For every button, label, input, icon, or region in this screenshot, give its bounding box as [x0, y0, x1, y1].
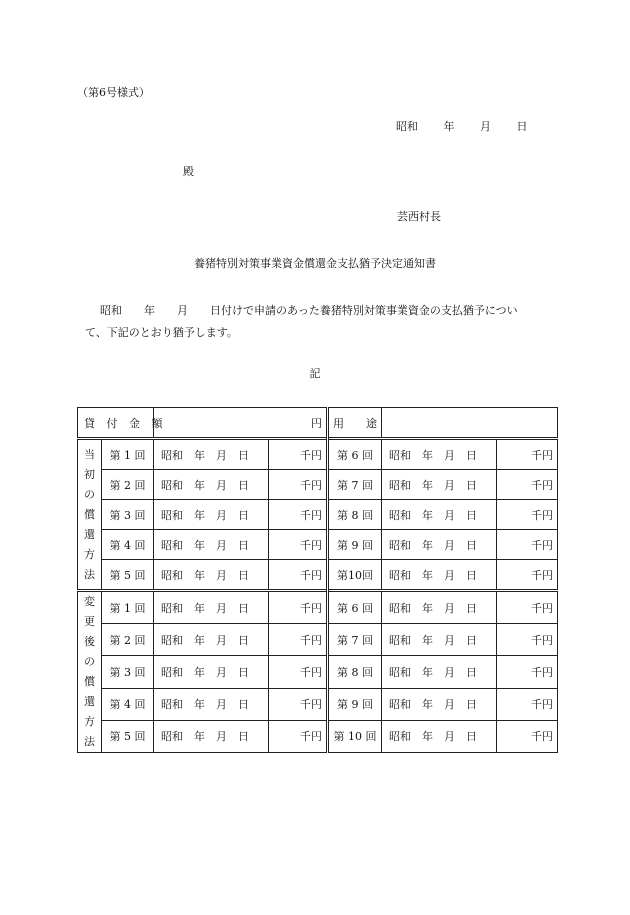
installment-number: 第 9 回 — [328, 688, 382, 720]
original-repayment-label-char: 方 — [84, 547, 95, 561]
installment-date: 昭和 年 月 日 — [154, 624, 269, 656]
purpose-field — [382, 408, 558, 439]
installment-amount: 千円 — [269, 720, 328, 752]
installment-amount: 千円 — [497, 720, 558, 752]
body-line-2: て、下記のとおり猶予します。 — [85, 326, 238, 339]
original-repayment-row — [78, 470, 558, 500]
installment-amount: 千円 — [497, 656, 558, 688]
installment-number: 第 5 回 — [102, 720, 154, 752]
revised-repayment-row — [78, 656, 558, 688]
installment-number: 第 2 回 — [102, 624, 154, 656]
original-repayment-row — [78, 530, 558, 560]
installment-number: 第 7 回 — [328, 624, 382, 656]
sender-name: 芸西村長 — [397, 210, 441, 223]
installment-date: 昭和 年 月 日 — [382, 530, 497, 560]
installment-number: 第10回 — [328, 560, 382, 591]
installment-date: 昭和 年 月 日 — [154, 470, 269, 500]
revised-repayment-label-char: 更 — [84, 615, 95, 628]
revised-repayment-row — [78, 688, 558, 720]
installment-amount: 千円 — [269, 624, 328, 656]
installment-amount: 千円 — [497, 688, 558, 720]
original-repayment-label-char: 還 — [84, 527, 95, 541]
installment-amount: 千円 — [269, 439, 328, 470]
installment-number: 第 9 回 — [328, 530, 382, 560]
loan-amount-field — [154, 408, 328, 439]
purpose-label: 用 途 — [328, 408, 382, 439]
installment-amount: 千円 — [269, 591, 328, 624]
installment-amount: 千円 — [497, 500, 558, 530]
installment-date: 昭和 年 月 日 — [382, 656, 497, 688]
installment-number: 第 8 回 — [328, 500, 382, 530]
installment-date: 昭和 年 月 日 — [382, 500, 497, 530]
revised-repayment-label-char: 変 — [84, 595, 95, 608]
installment-number: 第 3 回 — [102, 500, 154, 530]
yen-unit: 円 — [311, 416, 322, 430]
installment-amount: 千円 — [269, 656, 328, 688]
installment-date: 昭和 年 月 日 — [154, 591, 269, 624]
loan-header-row — [78, 408, 558, 439]
installment-amount: 千円 — [497, 470, 558, 500]
installment-date: 昭和 年 月 日 — [382, 720, 497, 752]
document-title: 養猪特別対策事業資金償還金支払猶予決定通知書 — [194, 257, 436, 270]
revised-repayment-row — [78, 591, 558, 624]
installment-amount: 千円 — [269, 560, 328, 591]
installment-date: 昭和 年 月 日 — [382, 591, 497, 624]
original-repayment-row — [78, 500, 558, 530]
installment-amount: 千円 — [497, 530, 558, 560]
revised-repayment-label-char: 償 — [84, 675, 95, 688]
installment-amount: 千円 — [269, 500, 328, 530]
revised-repayment-label-char: 後 — [84, 635, 95, 648]
date-line — [396, 118, 528, 134]
installment-number: 第 6 回 — [328, 591, 382, 624]
installment-date: 昭和 年 月 日 — [154, 656, 269, 688]
installment-date: 昭和 年 月 日 — [382, 560, 497, 591]
date-month: 月 — [480, 120, 491, 133]
installment-date: 昭和 年 月 日 — [382, 624, 497, 656]
installment-number: 第 7 回 — [328, 470, 382, 500]
revised-repayment-label-char: 法 — [84, 735, 95, 748]
revised-repayment-label — [78, 591, 102, 753]
installment-date: 昭和 年 月 日 — [382, 439, 497, 470]
date-year: 年 — [443, 120, 455, 133]
installment-number: 第 8 回 — [328, 656, 382, 688]
original-repayment-row — [78, 439, 558, 470]
original-repayment-label-char: 償 — [84, 507, 95, 521]
revised-repayment-label-char: 還 — [84, 695, 95, 708]
loan-amount-label: 貸 付 金 額 — [78, 408, 154, 439]
original-repayment-label-char: の — [84, 487, 95, 501]
installment-amount: 千円 — [269, 688, 328, 720]
installment-amount: 千円 — [497, 624, 558, 656]
installment-date: 昭和 年 月 日 — [154, 560, 269, 591]
addressee: 殿 — [183, 165, 194, 178]
original-repayment-label-char: 初 — [84, 467, 95, 481]
installment-amount: 千円 — [497, 560, 558, 591]
original-repayment-label — [78, 439, 102, 591]
original-repayment-row — [78, 560, 558, 591]
installment-number: 第 5 回 — [102, 560, 154, 591]
installment-date: 昭和 年 月 日 — [154, 500, 269, 530]
installment-number: 第 1 回 — [102, 591, 154, 624]
installment-date: 昭和 年 月 日 — [154, 439, 269, 470]
revised-repayment-label-char: 方 — [84, 715, 95, 728]
installment-number: 第 3 回 — [102, 656, 154, 688]
original-repayment-label-char: 法 — [84, 567, 95, 581]
body-text — [85, 300, 555, 344]
installment-number: 第 10 回 — [328, 720, 382, 752]
revised-repayment-row — [78, 720, 558, 752]
installment-date: 昭和 年 月 日 — [382, 470, 497, 500]
revised-repayment-section — [78, 591, 558, 753]
installment-amount: 千円 — [497, 439, 558, 470]
revised-repayment-label-char: の — [84, 655, 95, 668]
date-era: 昭和 — [396, 120, 418, 133]
original-repayment-section — [78, 439, 558, 591]
installment-number: 第 6 回 — [328, 439, 382, 470]
installment-date: 昭和 年 月 日 — [154, 530, 269, 560]
installment-date: 昭和 年 月 日 — [382, 688, 497, 720]
repayment-schedule-table — [77, 407, 558, 753]
installment-amount: 千円 — [269, 470, 328, 500]
installment-number: 第 2 回 — [102, 470, 154, 500]
date-day: 日 — [516, 120, 528, 133]
original-repayment-label-char: 当 — [84, 447, 95, 461]
form-number: （第6号様式） — [77, 86, 150, 99]
installment-number: 第 4 回 — [102, 688, 154, 720]
installment-amount: 千円 — [497, 591, 558, 624]
revised-repayment-row — [78, 624, 558, 656]
installment-number: 第 4 回 — [102, 530, 154, 560]
installment-amount: 千円 — [269, 530, 328, 560]
installment-date: 昭和 年 月 日 — [154, 688, 269, 720]
installment-number: 第 1 回 — [102, 439, 154, 470]
ki-label: 記 — [309, 367, 321, 380]
installment-date: 昭和 年 月 日 — [154, 720, 269, 752]
body-line-1: 昭和 年 月 日付けで申請のあった養猪特別対策事業資金の支払猶予につい — [100, 304, 518, 317]
